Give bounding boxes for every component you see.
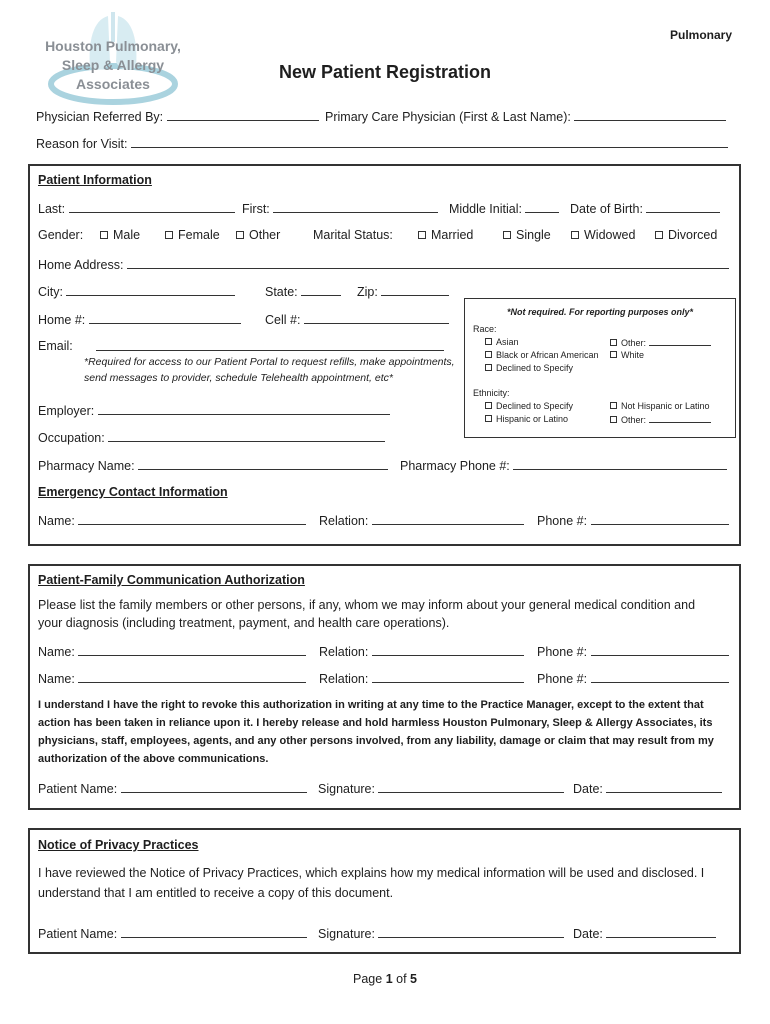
family-relation-field[interactable] (372, 644, 524, 656)
family-phone-label: Phone #: (537, 645, 588, 659)
ethnicity-declined-option[interactable] (485, 401, 573, 411)
dob-field[interactable] (646, 201, 720, 213)
referred-by-label: Physician Referred By: (36, 110, 164, 124)
reason-label: Reason for Visit: (36, 137, 128, 151)
employer-label: Employer: (38, 404, 95, 418)
home-address-field[interactable] (127, 257, 729, 269)
referred-by-field[interactable] (167, 109, 319, 121)
first-name-row (242, 201, 438, 216)
ethnicity-other-field[interactable] (649, 414, 711, 423)
race-asian-option[interactable] (485, 337, 519, 347)
signature-field[interactable] (378, 781, 564, 793)
auth-patient-name-row (38, 781, 307, 796)
checkbox-icon[interactable] (610, 416, 617, 423)
female-label: Female (178, 228, 220, 242)
checkbox-icon[interactable] (571, 231, 579, 239)
family-name-label: Name: (38, 645, 75, 659)
primary-care-field[interactable] (574, 109, 726, 121)
checkbox-icon[interactable] (485, 415, 492, 422)
family-phone-row-2 (537, 671, 729, 686)
checkbox-icon[interactable] (610, 402, 617, 409)
patient-name-field[interactable] (121, 781, 307, 793)
checkbox-icon[interactable] (100, 231, 108, 239)
ethnicity-not-hispanic-option[interactable] (610, 401, 710, 411)
cell-phone-field[interactable] (304, 312, 449, 324)
page-total: 5 (410, 972, 417, 986)
legal-text-line-3: physicians, staff, employees, agents, and any other persons involved, from any liability, damage or claim that may result from my (38, 735, 714, 747)
page-number (0, 972, 770, 986)
home-phone-row (38, 312, 241, 327)
marital-status-label: Marital Status: (313, 228, 393, 242)
legal-text-line-4: authorization of the above communications. (38, 753, 269, 765)
occupation-label: Occupation: (38, 431, 105, 445)
other-label: Other (249, 228, 281, 242)
department-label: Pulmonary (669, 28, 732, 42)
not-hispanic-label: Not Hispanic or Latino (621, 401, 710, 411)
family-relation-label: Relation: (319, 645, 369, 659)
family-phone-row-1 (537, 644, 729, 659)
race-label: Race: (473, 324, 497, 334)
demographics-box (464, 298, 736, 438)
widowed-label: Widowed (584, 228, 636, 242)
email-field[interactable] (96, 339, 444, 351)
race-black-option[interactable] (485, 350, 599, 360)
hispanic-label: Hispanic or Latino (496, 414, 569, 424)
checkbox-icon[interactable] (485, 338, 492, 345)
race-declined-option[interactable] (485, 363, 573, 373)
state-label: State: (265, 285, 298, 299)
date-field[interactable] (606, 781, 722, 793)
zip-field[interactable] (381, 284, 449, 296)
emergency-relation-field[interactable] (372, 513, 524, 525)
pharmacy-name-row (38, 458, 388, 473)
email-note-line-1: *Required for access to our Patient Portal to request refills, make appointments, (84, 356, 455, 368)
home-address-row (38, 257, 729, 272)
privacy-signature-row (318, 926, 564, 941)
state-row (265, 284, 341, 299)
ethnicity-label: Ethnicity: (473, 388, 510, 398)
referred-by-row (36, 109, 319, 124)
family-phone-label: Phone #: (537, 672, 588, 686)
primary-care-label: Primary Care Physician (First & Last Name): (325, 110, 571, 124)
patient-name-label: Patient Name: (38, 927, 118, 941)
page-prefix: Page (353, 972, 383, 986)
dob-row (570, 201, 720, 216)
checkbox-icon[interactable] (655, 231, 663, 239)
middle-initial-label: Middle Initial: (449, 202, 522, 216)
checkbox-icon[interactable] (485, 402, 492, 409)
occupation-field[interactable] (108, 430, 385, 442)
checkbox-icon[interactable] (236, 231, 244, 239)
pharmacy-name-field[interactable] (138, 458, 388, 470)
auth-signature-row (318, 781, 564, 796)
demographics-header: *Not required. For reporting purposes only* (506, 307, 694, 317)
family-name-label: Name: (38, 672, 75, 686)
family-relation-field[interactable] (372, 671, 524, 683)
cell-phone-row (265, 312, 449, 327)
checkbox-icon[interactable] (485, 351, 492, 358)
middle-initial-row (449, 201, 559, 216)
logo-line-1: Houston Pulmonary, (45, 38, 181, 54)
marital-married-option[interactable] (418, 228, 473, 242)
emergency-relation-row (319, 513, 524, 528)
email-label: Email: (38, 339, 73, 353)
emergency-relation-label: Relation: (319, 514, 369, 528)
checkbox-icon[interactable] (610, 351, 617, 358)
ethnicity-hispanic-option[interactable] (485, 414, 568, 424)
family-name-field[interactable] (78, 644, 306, 656)
home-address-label: Home Address: (38, 258, 124, 272)
last-name-row (38, 201, 235, 216)
checkbox-icon[interactable] (418, 231, 426, 239)
family-auth-heading: Patient-Family Communication Authorization (38, 573, 305, 587)
privacy-date-row (573, 926, 716, 941)
family-auth-intro-1: Please list the family members or other persons, if any, whom we may inform about your general medical condition and (38, 598, 696, 612)
last-name-field[interactable] (69, 201, 235, 213)
gender-label: Gender: (38, 228, 84, 242)
signature-field[interactable] (378, 926, 564, 938)
logo-line-3: Associates (76, 76, 150, 92)
marital-single-option[interactable] (503, 228, 551, 242)
gender-male-option[interactable] (100, 228, 140, 242)
email-row (96, 339, 444, 354)
signature-label: Signature: (318, 927, 375, 941)
legal-text-line-2: action has been taken in reliance upon it. I hereby release and hold harmless Houston Pulmonary, Sleep & Allergy Associates, its (38, 717, 713, 729)
page-of: of (396, 972, 407, 986)
checkbox-icon[interactable] (485, 364, 492, 371)
reason-row (36, 136, 728, 151)
single-label: Single (516, 228, 551, 242)
last-name-label: Last: (38, 202, 66, 216)
state-field[interactable] (301, 284, 341, 296)
gender-other-option[interactable] (236, 228, 280, 242)
race-declined-label: Declined to Specify (496, 363, 574, 373)
pharmacy-phone-field[interactable] (513, 458, 727, 470)
black-label: Black or African American (496, 350, 599, 360)
family-relation-row-2 (319, 671, 524, 686)
signature-label: Signature: (318, 782, 375, 796)
emergency-phone-field[interactable] (591, 513, 729, 525)
ethnicity-other-label: Other: (621, 415, 647, 425)
privacy-text-line-2: understand that I am entitled to receive a copy of this document. (38, 886, 394, 900)
checkbox-icon[interactable] (165, 231, 173, 239)
practice-logo (38, 12, 188, 107)
dob-label: Date of Birth: (570, 202, 643, 216)
emergency-name-field[interactable] (78, 513, 306, 525)
divorced-label: Divorced (668, 228, 718, 242)
pharmacy-phone-row (400, 458, 727, 473)
ethnicity-other-option[interactable] (610, 414, 711, 425)
male-label: Male (113, 228, 141, 242)
family-relation-label: Relation: (319, 672, 369, 686)
family-name-field[interactable] (78, 671, 306, 683)
family-name-row-1 (38, 644, 306, 659)
race-other-option[interactable] (610, 337, 711, 348)
race-white-option[interactable] (610, 350, 644, 360)
auth-date-row (573, 781, 722, 796)
white-label: White (621, 350, 645, 360)
privacy-text-line-1: I have reviewed the Notice of Privacy Practices, which explains how my medical information will be used and disclosed. I (38, 866, 705, 880)
emergency-name-row (38, 513, 306, 528)
employer-field[interactable] (98, 403, 390, 415)
email-note-line-2: send messages to provider, schedule Telehealth appointment, etc* (84, 372, 393, 384)
privacy-heading: Notice of Privacy Practices (38, 838, 199, 852)
reason-field[interactable] (131, 136, 728, 148)
pharmacy-phone-label: Pharmacy Phone #: (400, 459, 510, 473)
date-label: Date: (573, 782, 603, 796)
patient-name-label: Patient Name: (38, 782, 118, 796)
patient-info-heading: Patient Information (38, 173, 152, 187)
city-row (38, 284, 235, 299)
checkbox-icon[interactable] (610, 339, 617, 346)
home-phone-label: Home #: (38, 313, 86, 327)
family-phone-field[interactable] (591, 671, 729, 683)
legal-text-line-1: I understand I have the right to revoke this authorization in writing at any time to the Practice Manager, except to the extent that (38, 699, 704, 711)
family-auth-intro-2: your diagnosis (including treatment, payment, and health care operations). (38, 616, 450, 630)
home-phone-field[interactable] (89, 312, 241, 324)
family-phone-field[interactable] (591, 644, 729, 656)
city-field[interactable] (66, 284, 235, 296)
logo-line-2: Sleep & Allergy (61, 57, 165, 73)
marital-widowed-option[interactable] (571, 228, 635, 242)
ethnicity-declined-label: Declined to Specify (496, 401, 574, 411)
middle-initial-field[interactable] (525, 201, 559, 213)
asian-label: Asian (496, 337, 519, 347)
first-name-field[interactable] (273, 201, 438, 213)
emergency-name-label: Name: (38, 514, 75, 528)
city-label: City: (38, 285, 63, 299)
marital-divorced-option[interactable] (655, 228, 717, 242)
patient-name-field[interactable] (121, 926, 307, 938)
emergency-phone-row (537, 513, 729, 528)
pharmacy-name-label: Pharmacy Name: (38, 459, 135, 473)
checkbox-icon[interactable] (503, 231, 511, 239)
employer-row (38, 403, 390, 418)
family-relation-row-1 (319, 644, 524, 659)
first-name-label: First: (242, 202, 270, 216)
occupation-row (38, 430, 385, 445)
emergency-phone-label: Phone #: (537, 514, 588, 528)
zip-label: Zip: (357, 285, 378, 299)
cell-phone-label: Cell #: (265, 313, 301, 327)
page-title: New Patient Registration (278, 62, 492, 82)
race-other-label: Other: (621, 338, 647, 348)
married-label: Married (431, 228, 474, 242)
gender-female-option[interactable] (165, 228, 220, 242)
privacy-patient-name-row (38, 926, 307, 941)
date-label: Date: (573, 927, 603, 941)
primary-care-row (325, 109, 726, 124)
emergency-contact-heading: Emergency Contact Information (38, 485, 228, 499)
race-other-field[interactable] (649, 337, 711, 346)
date-field[interactable] (606, 926, 716, 938)
page-current: 1 (385, 972, 393, 986)
family-name-row-2 (38, 671, 306, 686)
zip-row (357, 284, 449, 299)
